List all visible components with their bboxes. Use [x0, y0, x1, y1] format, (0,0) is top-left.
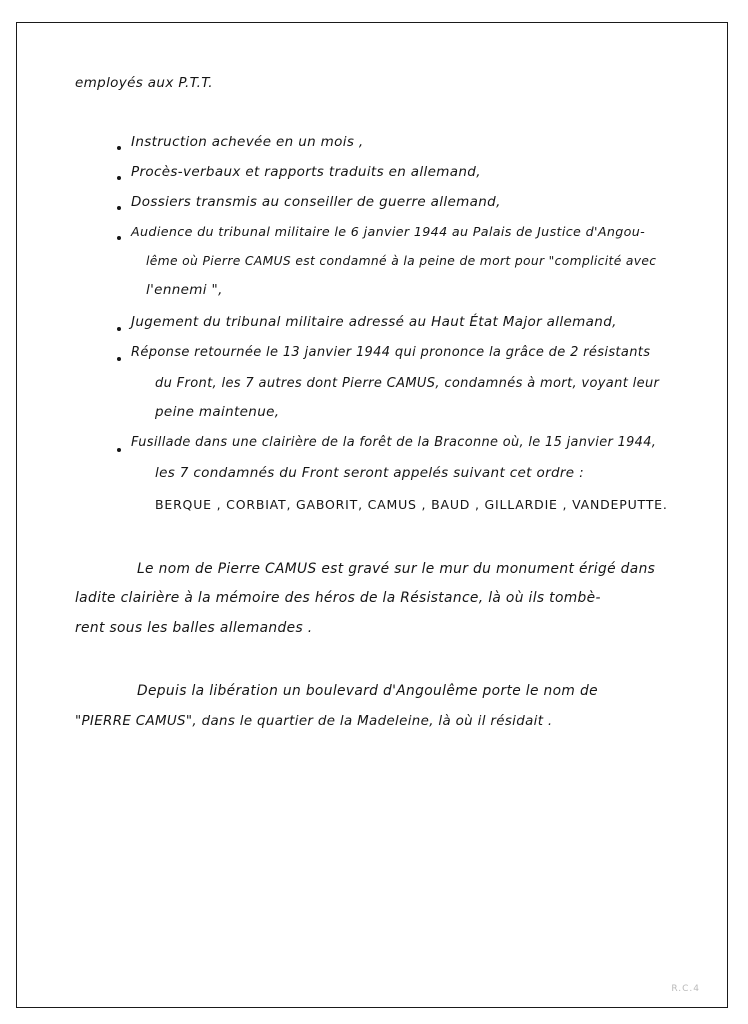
bullet-2-line-1: Procès-verbaux et rapports traduits en allemand, [131, 164, 481, 180]
page-mark: R.C.4 [671, 984, 700, 994]
bullet-marker [117, 176, 121, 180]
bullet-marker [117, 236, 121, 240]
bullet-6-line-2: du Front, les 7 autres dont Pierre CAMUS, condamnés à mort, voyant leur [155, 376, 660, 391]
bullet-4-line-1: Audience du tribunal militaire le 6 janvier 1944 au Palais de Justice d'Angou- [131, 224, 646, 239]
bullet-5-line-1: Jugement du tribunal militaire adressé au Haut État Major allemand, [131, 314, 617, 330]
paragraph-2-line-2: "PIERRE CAMUS", dans le quartier de la Madeleine, là où il résidait . [75, 714, 553, 729]
bullet-marker [117, 448, 121, 452]
bullet-marker [117, 146, 121, 150]
paragraph-1-line-3: rent sous les balles allemandes . [75, 620, 313, 636]
bullet-marker [117, 327, 121, 331]
bullet-7-names: BERQUE , CORBIAT, GABORIT, CAMUS , BAUD , GILLARDIE , VANDEPUTTE. [155, 497, 668, 512]
paragraph-2-line-1: Depuis la libération un boulevard d'Angoulême porte le nom de [137, 683, 598, 699]
bullet-marker [117, 206, 121, 210]
bullet-7-line-1: Fusillade dans une clairière de la forêt de la Braconne où, le 15 janvier 1944, [131, 435, 657, 450]
paragraph-1-line-2: ladite clairière à la mémoire des héros de la Résistance, là où ils tombè- [75, 590, 601, 606]
intro-line: employés aux P.T.T. [75, 75, 213, 91]
paragraph-1-line-1: Le nom de Pierre CAMUS est gravé sur le mur du monument érigé dans [137, 561, 656, 577]
bullet-3-line-1: Dossiers transmis au conseiller de guerre allemand, [131, 194, 501, 210]
bullet-4-line-3: l'ennemi ", [146, 282, 223, 298]
bullet-marker [117, 357, 121, 361]
bullet-6-line-3: peine maintenue, [155, 404, 280, 420]
bullet-4-line-2: lême où Pierre CAMUS est condamné à la peine de mort pour "complicité avec [146, 254, 657, 268]
bullet-1-line-1: Instruction achevée en un mois , [131, 134, 364, 150]
bullet-7-line-2: les 7 condamnés du Front seront appelés suivant cet ordre : [155, 465, 584, 481]
bullet-6-line-1: Réponse retournée le 13 janvier 1944 qui prononce la grâce de 2 résistants [131, 345, 651, 360]
